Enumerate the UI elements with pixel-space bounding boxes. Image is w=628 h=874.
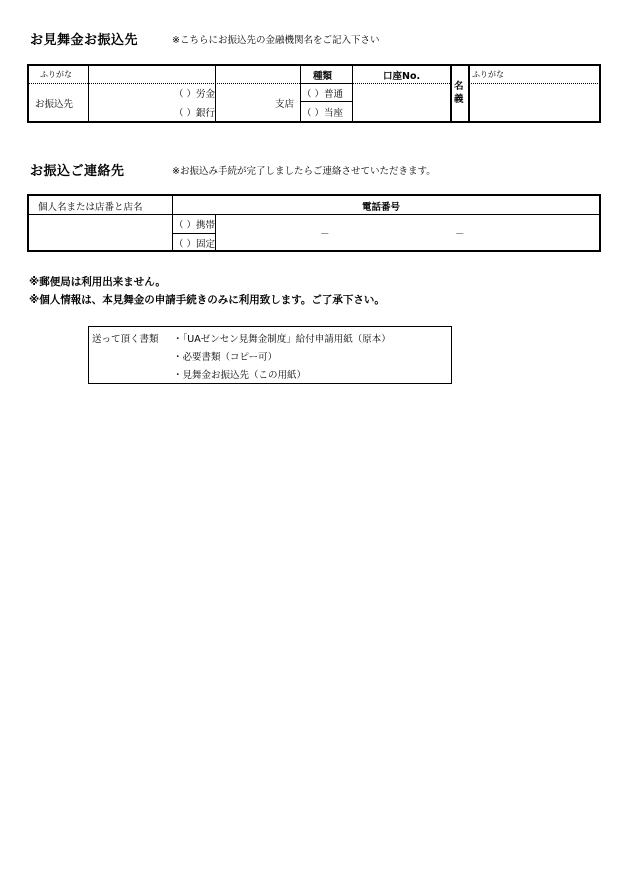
- bank-section-title: お見舞金お振込先: [30, 33, 139, 48]
- name-header: 個人名または店番と店名: [38, 202, 143, 213]
- phone-dash-2: －: [455, 229, 465, 240]
- contact-section-note: ※お振込み手続が完了しましたらご連絡させていただきます。: [172, 166, 436, 177]
- notice-post-office: ※郵便局は利用出来ません。: [29, 276, 166, 288]
- documents-item: ・必要書類（コピー可）: [173, 352, 278, 363]
- bank-section-note: ※こちらにお振込先の金融機関名をご記入下さい: [172, 35, 380, 46]
- documents-label: 送って頂く書類: [92, 334, 159, 345]
- documents-item: ・見舞金お振込先（この用紙）: [173, 370, 307, 381]
- landline-option[interactable]: （ ）固定: [174, 239, 216, 250]
- account-no-header: 口座No.: [383, 71, 421, 82]
- type-header: 種類: [313, 71, 333, 82]
- branch-label: 支店: [275, 99, 295, 110]
- notice-privacy: ※個人情報は、本見舞金の申請手続きのみに利用致します。ご了承下さい。: [29, 294, 385, 306]
- option-bank[interactable]: （ ）銀行: [174, 108, 216, 119]
- name-label: 名義: [454, 81, 464, 105]
- phone-dash-1: －: [320, 229, 330, 240]
- furigana-label: ふりがな: [40, 70, 72, 79]
- option-roukin[interactable]: （ ）労金: [174, 89, 216, 100]
- contact-section-title: お振込ご連絡先: [30, 164, 125, 179]
- recipient-label: お振込先: [35, 99, 74, 110]
- phone-header: 電話番号: [362, 202, 401, 213]
- documents-item: ・「UAゼンセン見舞金制度」給付申請用紙（原本）: [173, 334, 391, 345]
- type-ordinary[interactable]: （ ）普通: [302, 89, 344, 100]
- type-current[interactable]: （ ）当座: [302, 108, 344, 119]
- furigana-label-right: ふりがな: [472, 70, 504, 79]
- mobile-option[interactable]: （ ）携帯: [174, 220, 216, 231]
